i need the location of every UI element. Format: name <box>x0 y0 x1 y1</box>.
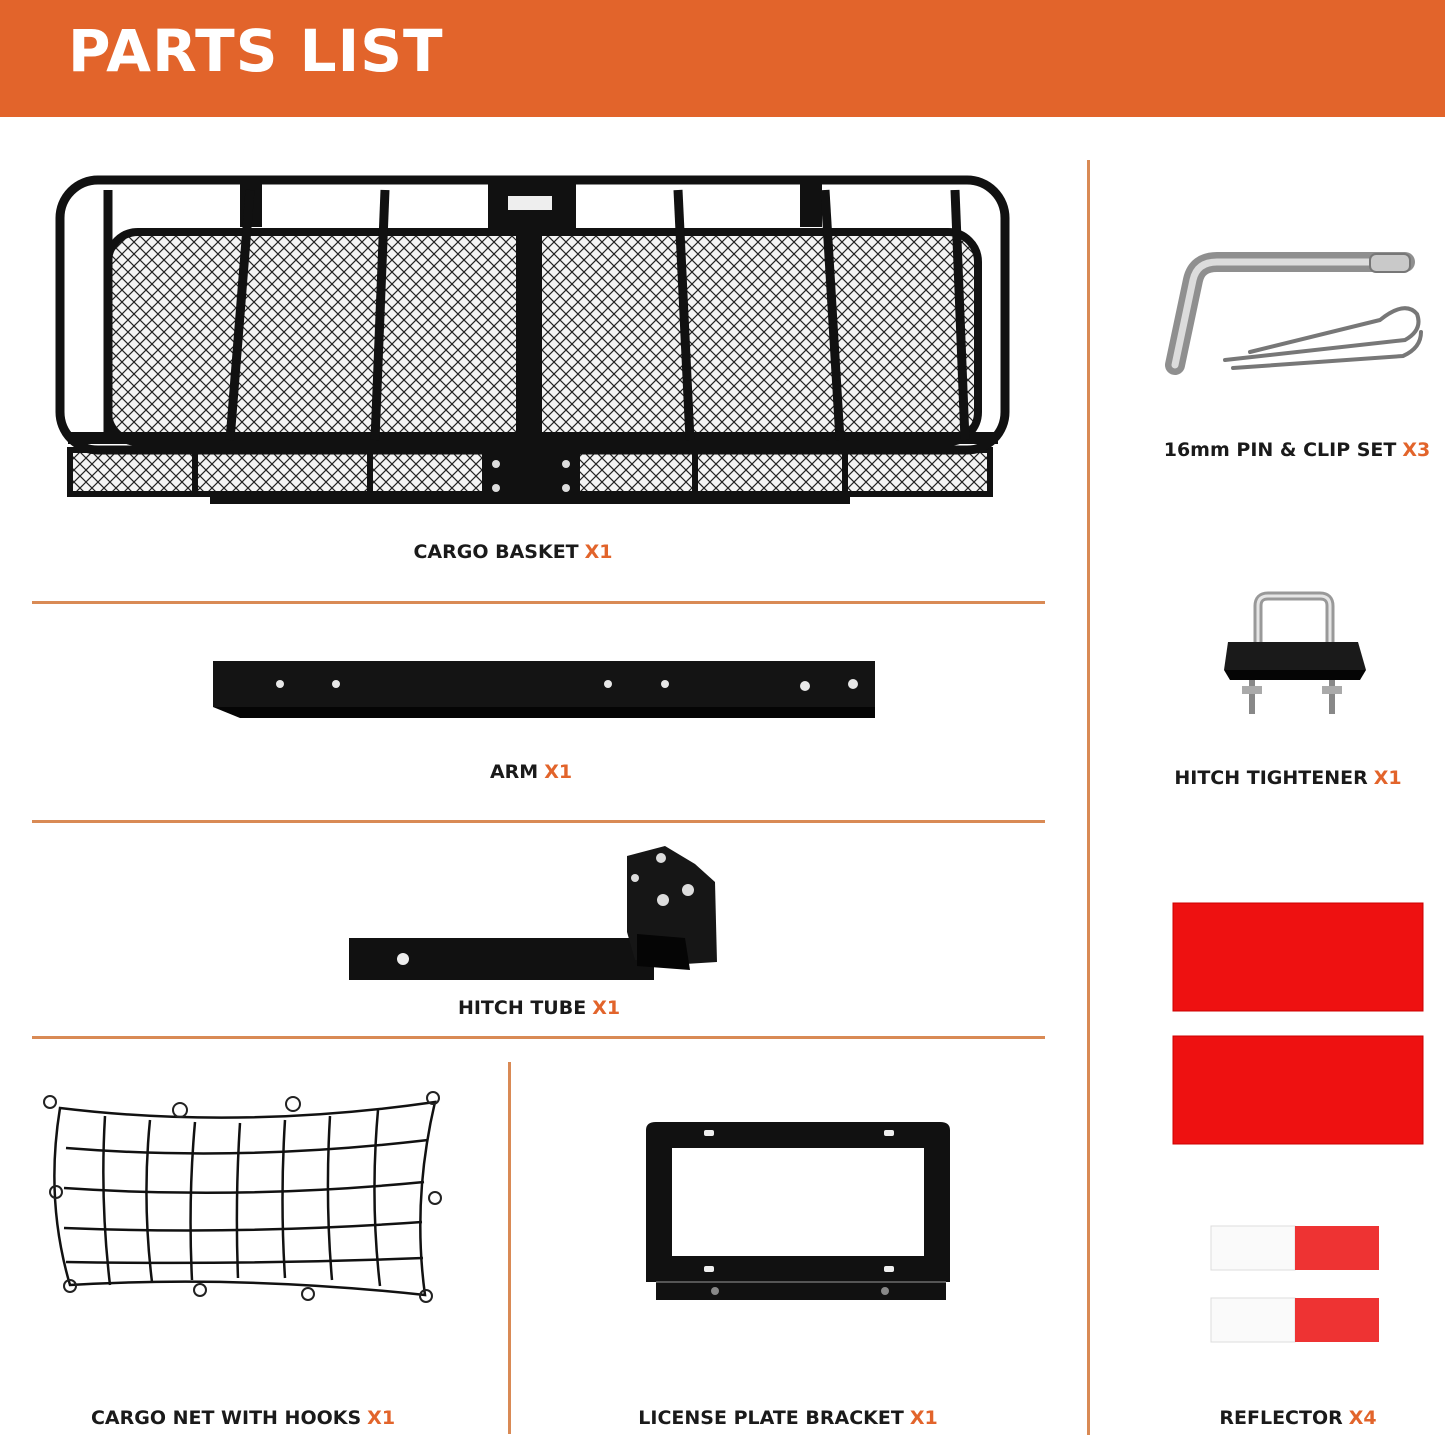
reflector-large-bottom <box>1172 1035 1424 1145</box>
part-qty: X1 <box>584 541 613 563</box>
part-qty: X4 <box>1348 1407 1377 1429</box>
divider-bottom-middle <box>508 1062 511 1434</box>
part-name: REFLECTOR <box>1219 1407 1343 1429</box>
license-plate-bracket-image <box>640 1120 955 1305</box>
part-qty: X3 <box>1402 439 1431 461</box>
part-qty: X1 <box>544 761 573 783</box>
hitch-tightener-label <box>1174 767 1401 789</box>
part-qty: X1 <box>592 997 621 1019</box>
reflector-large-top <box>1172 902 1424 1012</box>
divider-tube-bottom <box>32 1036 1045 1039</box>
part-name: LICENSE PLATE BRACKET <box>638 1407 904 1429</box>
divider-right-column <box>1087 160 1090 1435</box>
cargo-basket-image <box>50 170 1010 515</box>
divider-arm-tube <box>32 820 1045 823</box>
hitch-tightener-image <box>1220 592 1370 722</box>
pin-clip-set-label <box>1164 439 1431 461</box>
reflector-label <box>1219 1407 1376 1429</box>
part-qty: X1 <box>909 1407 938 1429</box>
hitch-tube-image <box>345 842 720 987</box>
part-name: HITCH TIGHTENER <box>1174 767 1368 789</box>
part-name: HITCH TUBE <box>457 997 587 1019</box>
reflector-strip-top <box>1210 1225 1380 1271</box>
arm-image <box>210 658 880 722</box>
license-plate-bracket-label <box>638 1407 937 1429</box>
arm-label <box>490 761 572 783</box>
cargo-net-image <box>40 1090 450 1320</box>
header-banner <box>0 0 1445 117</box>
part-qty: X1 <box>367 1407 396 1429</box>
hitch-tube-label <box>458 997 620 1019</box>
part-name: CARGO NET WITH HOOKS <box>90 1407 362 1429</box>
page-title: PARTS LIST <box>68 17 444 85</box>
part-name: ARM <box>489 761 539 783</box>
part-name: CARGO BASKET <box>413 541 579 563</box>
reflector-strip-bottom <box>1210 1297 1380 1343</box>
part-qty: X1 <box>1373 767 1402 789</box>
divider-basket-arm <box>32 601 1045 604</box>
cargo-basket-label <box>413 541 612 563</box>
pin-clip-set-image <box>1155 240 1430 380</box>
part-name: 16mm PIN & CLIP SET <box>1163 439 1397 461</box>
cargo-net-label <box>91 1407 395 1429</box>
